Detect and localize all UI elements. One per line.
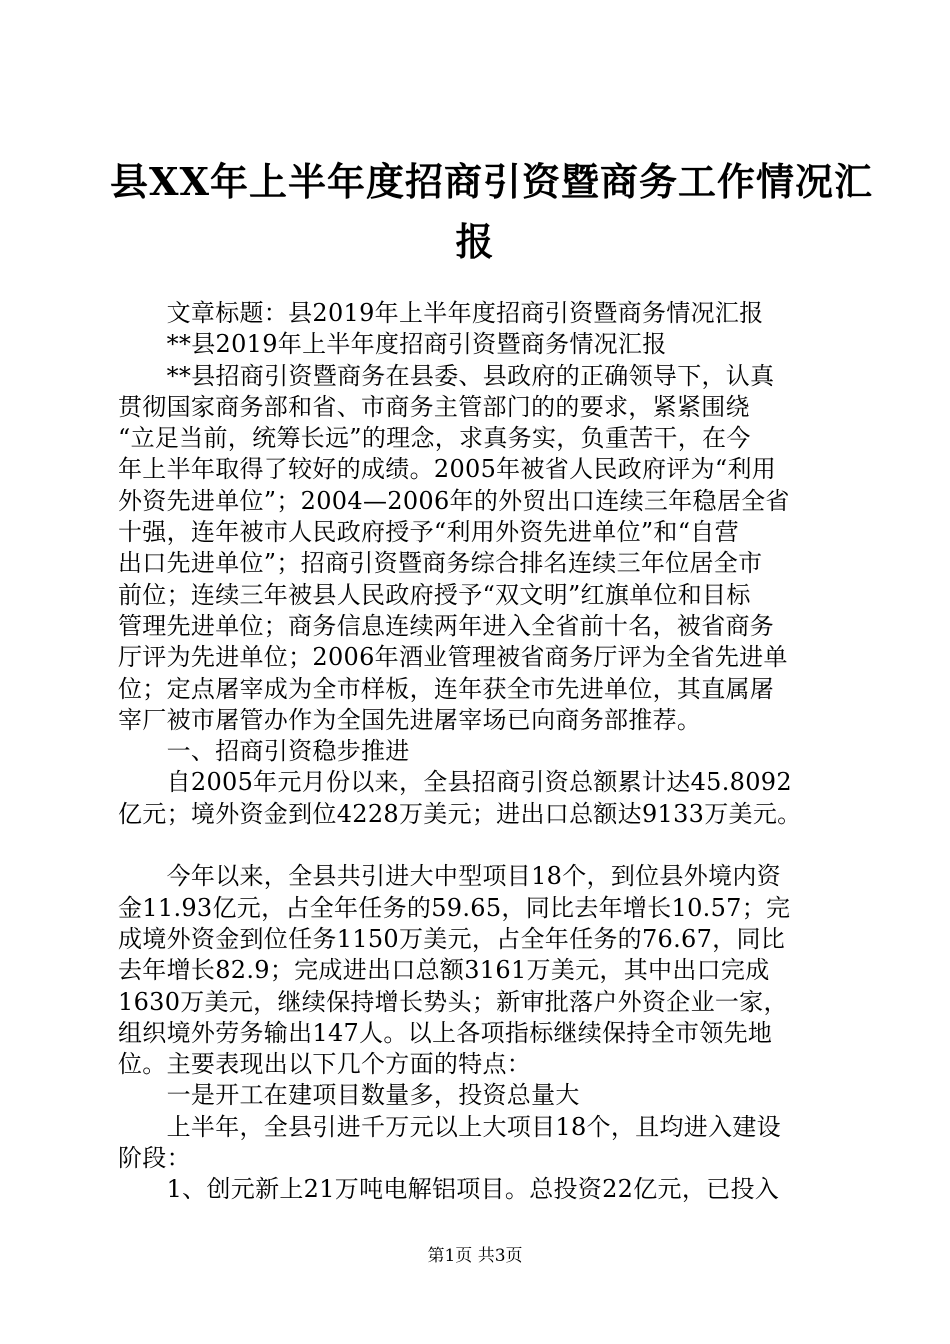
document-title-line-2: 报 bbox=[455, 219, 495, 264]
text-line: 阶段： bbox=[118, 1144, 191, 1173]
text-line: 今年以来，全县共引进大中型项目18个，到位县外境内资 bbox=[118, 862, 781, 891]
text-line: “立足当前，统筹长远”的理念，求真务实，负重苦干，在今 bbox=[118, 424, 751, 453]
text-line: 管理先进单位；商务信息连续两年进入全省前十名，被省商务 bbox=[118, 611, 775, 640]
document-title-line-1: 县XX年上半年度招商引资暨商务工作情况汇 bbox=[110, 159, 873, 204]
text-line: 位。主要表现出以下几个方面的特点： bbox=[118, 1050, 532, 1079]
text-line: 文章标题：县2019年上半年度招商引资暨商务情况汇报 bbox=[118, 299, 764, 327]
text-line: 十强，连年被市人民政府授予“利用外资先进单位”和“自营 bbox=[118, 518, 739, 547]
text-line: 去年增长82.9；完成进出口总额3161万美元，其中出口完成 bbox=[118, 956, 770, 985]
text-line: 年上半年取得了较好的成绩。2005年被省人民政府评为“利用 bbox=[118, 455, 777, 484]
text-line: 出口先进单位”；招商引资暨商务综合排名连续三年位居全市 bbox=[118, 549, 763, 578]
text-line: 亿元；境外资金到位4228万美元；进出口总额达9133万美元。 bbox=[118, 799, 802, 828]
blank-line bbox=[118, 830, 838, 861]
text-line: 贯彻国家商务部和省、市商务主管部门的的要求，紧紧围绕 bbox=[118, 392, 750, 421]
text-line: **县招商引资暨商务在县委、县政府的正确领导下，认真 bbox=[118, 361, 775, 390]
text-line: 一、招商引资稳步推进 bbox=[118, 737, 410, 766]
text-line: 上半年，全县引进千万元以上大项目18个，且均进入建设 bbox=[118, 1112, 781, 1141]
page-indicator: 第1页 共3页 bbox=[427, 1246, 523, 1266]
text-line: **县2019年上半年度招商引资暨商务情况汇报 bbox=[118, 330, 667, 359]
text-line: 外资先进单位”；2004—2006年的外贸出口连续三年稳居全省 bbox=[118, 486, 790, 515]
document-body bbox=[118, 298, 838, 1206]
text-line: 成境外资金到位任务1150万美元，占全年任务的76.67，同比 bbox=[118, 924, 786, 953]
text-line: 金11.93亿元，占全年任务的59.65，同比去年增长10.57；完 bbox=[118, 893, 791, 922]
text-line: 位；定点屠宰成为全市样板，连年获全市先进单位，其直属屠 bbox=[118, 674, 775, 703]
text-line: 自2005年元月份以来，全县招商引资总额累计达45.8092 bbox=[118, 768, 792, 797]
text-line: 宰厂被市屠管办作为全国先进屠宰场已向商务部推荐。 bbox=[118, 705, 702, 734]
text-line: 1630万美元，继续保持增长势头；新审批落户外资企业一家， bbox=[118, 987, 788, 1016]
text-line: 1、创元新上21万吨电解铝项目。总投资22亿元，已投入 bbox=[118, 1175, 780, 1204]
text-line: 组织境外劳务输出147人。以上各项指标继续保持全市领先地 bbox=[118, 1018, 773, 1047]
text-line: 前位；连续三年被县人民政府授予“双文明”红旗单位和目标 bbox=[118, 580, 751, 609]
text-line: 厅评为先进单位；2006年酒业管理被省商务厅评为全省先进单 bbox=[118, 643, 788, 672]
text-line: 一是开工在建项目数量多，投资总量大 bbox=[118, 1081, 580, 1110]
